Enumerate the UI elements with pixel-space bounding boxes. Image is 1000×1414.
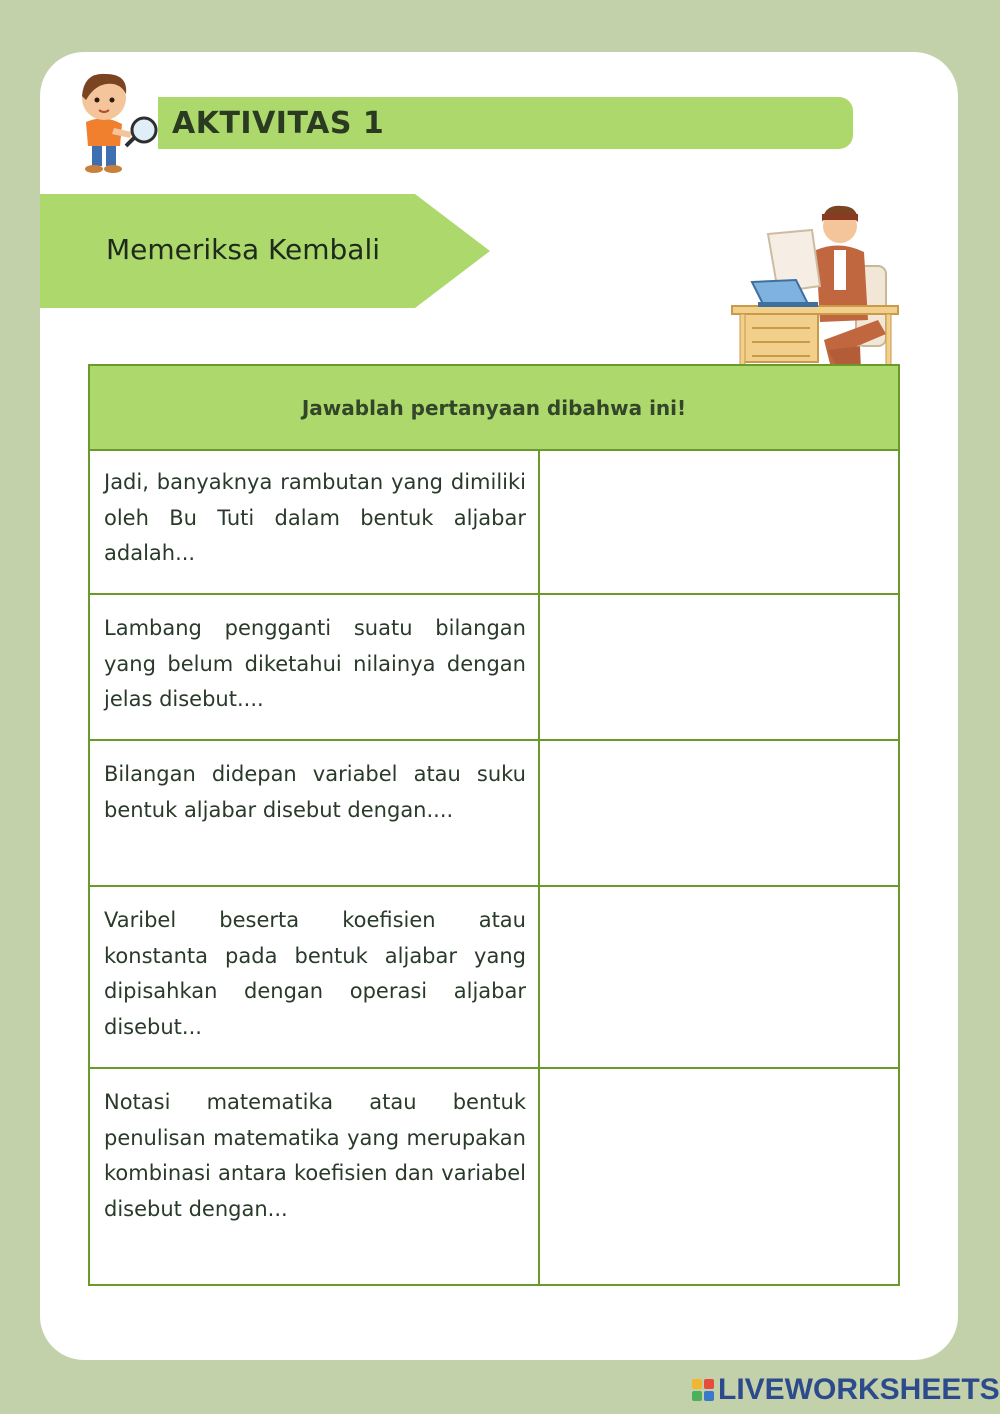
answer-input-4[interactable] (540, 887, 898, 1067)
answer-cell (540, 1069, 898, 1284)
kid-magnifier-illustration (70, 66, 166, 178)
question-text: Lambang pengganti suatu bilangan yang belum diketahui nilainya dengan jelas disebut.... (90, 595, 540, 739)
question-text: Bilangan didepan variabel atau suku bentuk aljabar disebut dengan.... (90, 741, 540, 885)
question-table (88, 364, 900, 1286)
question-text: Varibel beserta koefisien atau konstanta pada bentuk aljabar yang dipisahkan dengan operasi aljabar disebut... (90, 887, 540, 1067)
brand-name: LIVEWORKSHEETS (718, 1373, 1000, 1406)
answer-input-5[interactable] (540, 1069, 898, 1284)
question-text: Notasi matematika atau bentuk penulisan matematika yang merupakan kombinasi antara koefisien dan variabel disebut dengan... (90, 1069, 540, 1284)
answer-input-2[interactable] (540, 595, 898, 739)
answer-cell (540, 887, 898, 1067)
question-text: Jadi, banyaknya rambutan yang dimiliki oleh Bu Tuti dalam bentuk aljabar adalah... (90, 449, 540, 593)
table-row (90, 1069, 898, 1284)
logo-blocks-icon (692, 1379, 714, 1401)
table-row (90, 887, 898, 1069)
table-header: Jawablah pertanyaan dibahwa ini! (90, 366, 898, 451)
table-row (90, 595, 898, 741)
answer-cell (540, 449, 898, 593)
answer-input-1[interactable] (540, 449, 898, 593)
answer-cell (540, 741, 898, 885)
table-row (90, 741, 898, 887)
table-row (90, 449, 898, 595)
section-subtitle: Memeriksa Kembali (106, 233, 380, 266)
liveworksheets-logo[interactable] (692, 1374, 1000, 1406)
activity-title: AKTIVITAS 1 (172, 106, 385, 141)
answer-input-3[interactable] (540, 741, 898, 885)
answer-cell (540, 595, 898, 739)
